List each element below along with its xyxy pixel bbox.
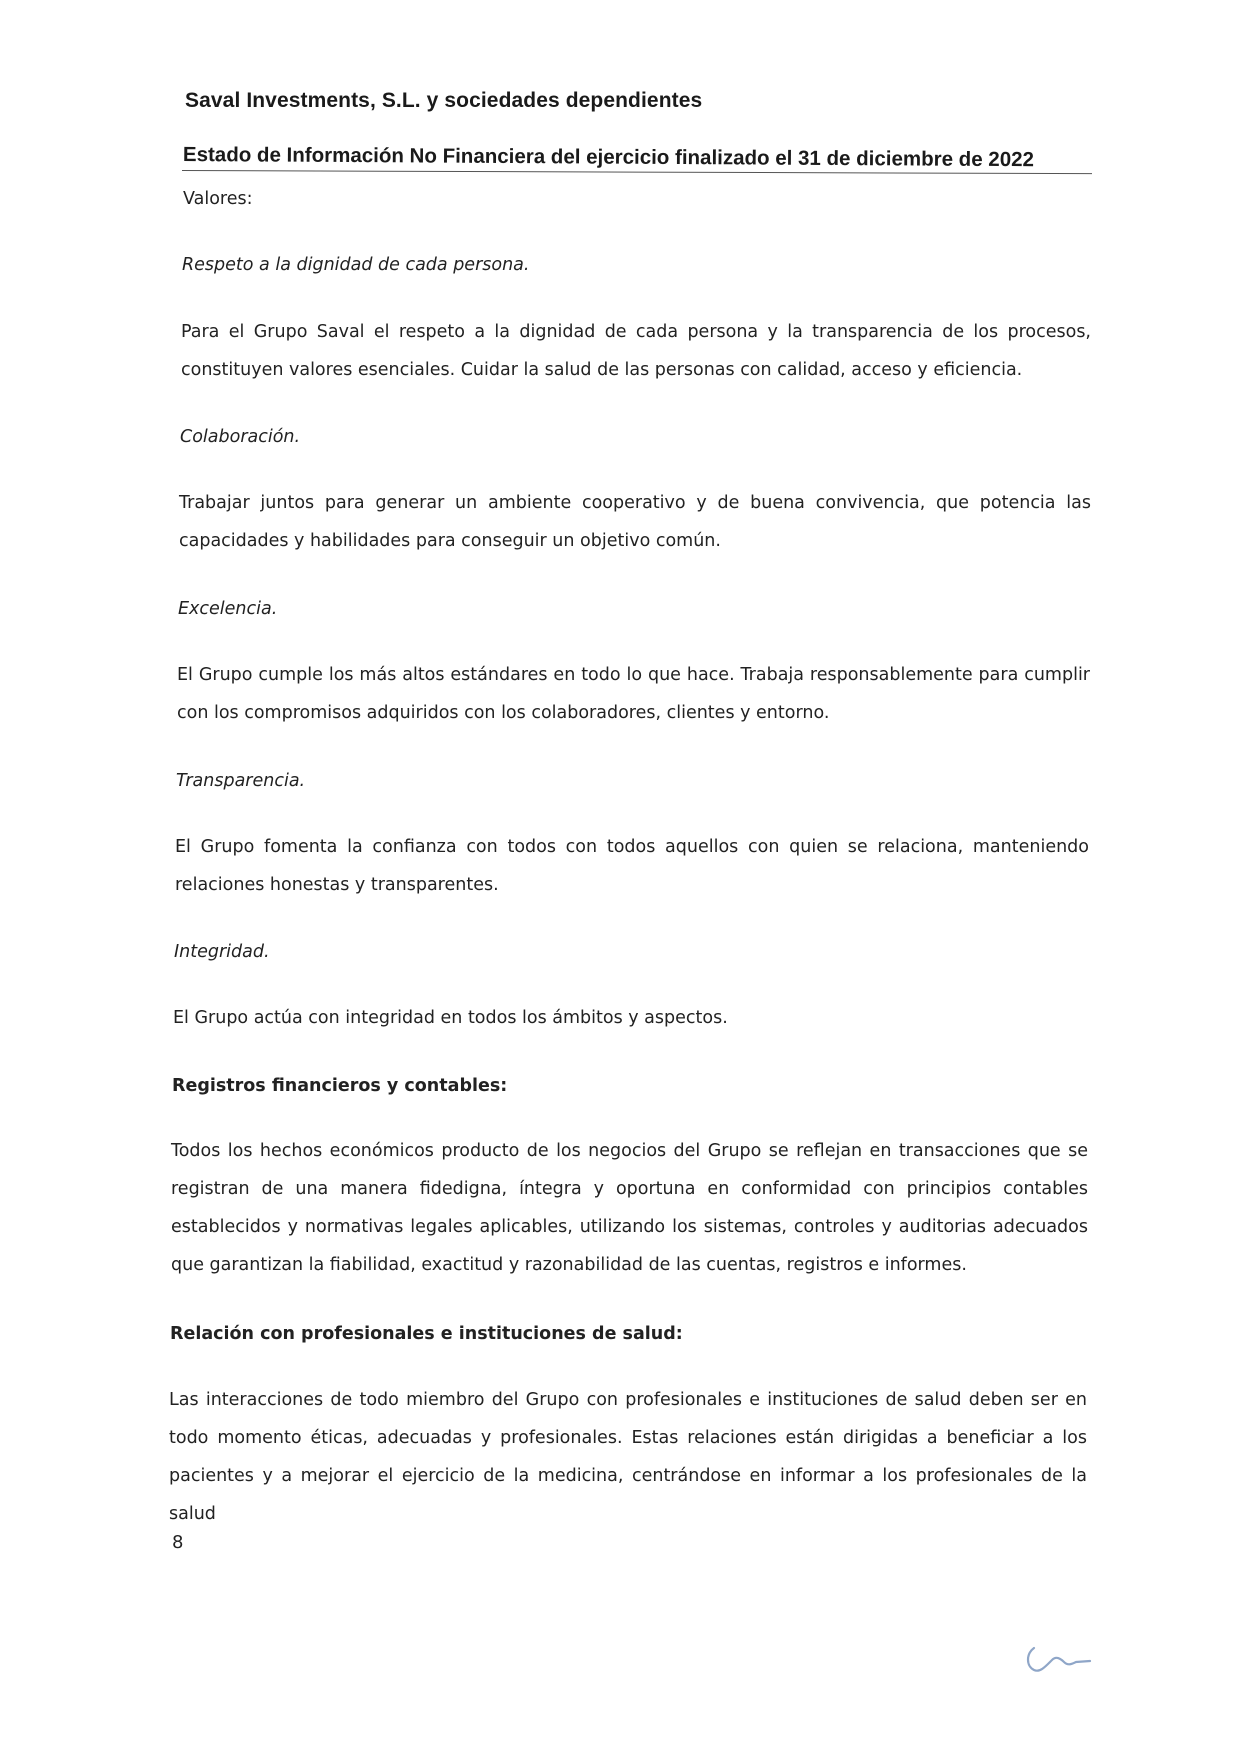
colaboracion-heading: Colaboración. (180, 427, 301, 447)
integridad-paragraph: El Grupo actúa con integridad en todos los ámbitos y aspectos. (173, 1008, 728, 1028)
transparencia-paragraph: El Grupo fomenta la confianza con todos con todos aquellos con quien se relaciona, manteniendo relaciones honestas y transparentes. (175, 837, 1089, 895)
relacion-paragraph: Las interacciones de todo miembro del Grupo con profesionales e instituciones de salud deben ser en todo momento éticas, adecuadas y profesionales. Estas relaciones están dirigidas a beneficiar a los pacientes y a mejorar el ejercicio de la medicina, centrándose en informar a los profesionales de la salud (169, 1390, 1087, 1524)
respeto-heading: Respeto a la dignidad de cada persona. (182, 255, 530, 275)
excelencia-heading: Excelencia. (178, 599, 278, 619)
relacion-heading: Relación con profesionales e instituciones de salud: (170, 1324, 683, 1344)
company-header: Saval Investments, S.L. y sociedades dependientes (185, 89, 703, 112)
signature-mark (1020, 1640, 1095, 1680)
integridad-heading: Integridad. (174, 942, 270, 962)
transparencia-heading: Transparencia. (176, 771, 306, 791)
valores-heading: Valores: (183, 189, 253, 209)
respeto-paragraph: Para el Grupo Saval el respeto a la dignidad de cada persona y la transparencia de los procesos, constituyen valores esenciales. Cuidar la salud de las personas con calidad, acceso y eficiencia. (181, 322, 1091, 380)
page-number: 8 (172, 1532, 184, 1553)
registros-heading: Registros financieros y contables: (172, 1076, 508, 1096)
registros-paragraph: Todos los hechos económicos producto de los negocios del Grupo se reflejan en transacciones que se registran de una manera fidedigna, íntegra y oportuna en conformidad con principios contables establecidos y normativas legales aplicables, utilizando los sistemas, controles y auditorias adecuados que garantizan la fiabilidad, exactitud y razonabilidad de las cuentas, registros e informes. (171, 1141, 1088, 1275)
report-title: Estado de Información No Financiera del ejercicio finalizado el 31 de diciembre de 2022 (182, 143, 1035, 172)
colaboracion-paragraph: Trabajar juntos para generar un ambiente cooperativo y de buena convivencia, que potencia las capacidades y habilidades para conseguir un objetivo común. (179, 493, 1091, 551)
excelencia-paragraph: El Grupo cumple los más altos estándares en todo lo que hace. Trabaja responsablemente para cumplir con los compromisos adquiridos con los colaboradores, clientes y entorno. (177, 665, 1090, 723)
